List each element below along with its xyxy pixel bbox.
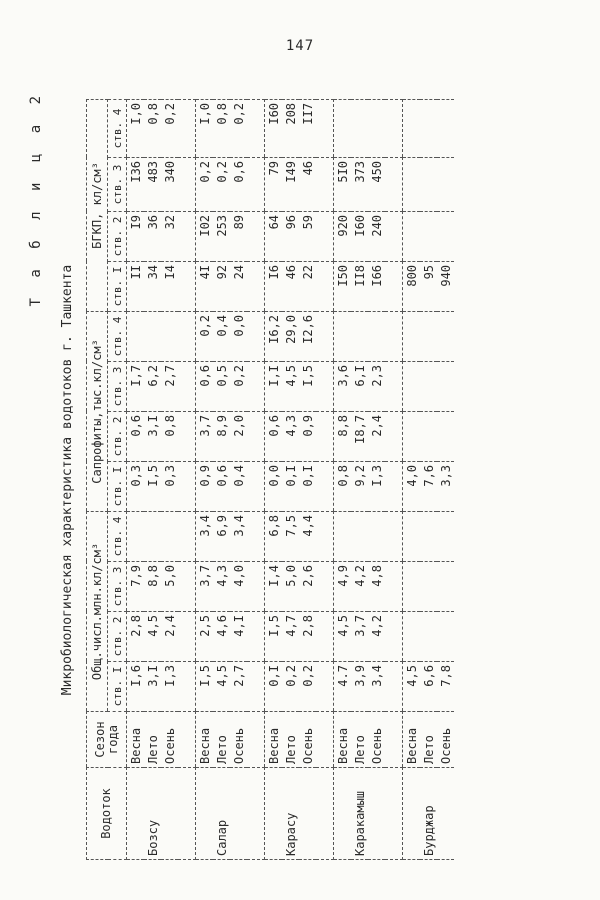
- value-cell: 4,7: [282, 612, 299, 662]
- value-cell: 0,2: [161, 99, 178, 157]
- value-cell: 0,I: [282, 461, 299, 511]
- table-row: [282, 99, 299, 859]
- value-cell: I,I: [265, 361, 283, 411]
- value-cell: 0,6: [196, 361, 214, 411]
- value-cell: 4I: [196, 261, 214, 311]
- value-cell: 7,8: [437, 662, 454, 712]
- table-row: [299, 99, 316, 859]
- value-cell: I50: [334, 261, 352, 311]
- value-cell: 483: [144, 157, 161, 211]
- header-subcolumn: ств. I: [108, 461, 127, 511]
- season-cell: Весна: [196, 712, 214, 768]
- header-source: Водоток: [87, 768, 127, 860]
- table-caption: Микробиологическая характеристика водотоков г. Ташкента: [60, 264, 75, 696]
- value-cell: [368, 511, 385, 561]
- header-subcolumn: ств. 3: [108, 361, 127, 411]
- table-body: [127, 99, 455, 859]
- value-cell: 59: [299, 211, 316, 261]
- value-cell: 0,6: [265, 411, 283, 461]
- table-row: [196, 99, 214, 859]
- value-cell: [161, 311, 178, 361]
- header-subcolumn: ств. 4: [108, 311, 127, 361]
- header-group-bgkp: БГКП, кл/см³: [87, 99, 108, 311]
- header-subcolumn: ств. 2: [108, 411, 127, 461]
- value-cell: 0,9: [196, 461, 214, 511]
- source-cell: Бурджар: [420, 768, 437, 860]
- table-row: [144, 99, 161, 859]
- value-cell: 4,4: [299, 511, 316, 561]
- value-cell: 0,2: [196, 157, 214, 211]
- value-cell: 4,2: [368, 612, 385, 662]
- value-cell: 0,8: [161, 411, 178, 461]
- value-cell: 8,8: [334, 411, 352, 461]
- value-cell: I6: [265, 261, 283, 311]
- value-cell: 4,6: [213, 612, 230, 662]
- value-cell: 4,2: [351, 562, 368, 612]
- table-row: [351, 99, 368, 859]
- value-cell: 89: [230, 211, 247, 261]
- value-cell: 3,6: [334, 361, 352, 411]
- group-separator: [247, 99, 265, 859]
- header-subcolumn: ств. I: [108, 662, 127, 712]
- season-cell: Лето: [420, 712, 437, 768]
- value-cell: 4,5: [213, 662, 230, 712]
- value-cell: I4: [161, 261, 178, 311]
- value-cell: 3,4: [196, 511, 214, 561]
- value-cell: 7,5: [282, 511, 299, 561]
- value-cell: I,4: [265, 562, 283, 612]
- value-cell: 373: [351, 157, 368, 211]
- header-subcolumn: ств. 2: [108, 612, 127, 662]
- value-cell: 3,7: [196, 562, 214, 612]
- value-cell: 5,0: [161, 562, 178, 612]
- value-cell: II8: [351, 261, 368, 311]
- value-cell: I,0: [196, 99, 214, 157]
- value-cell: 4,5: [144, 612, 161, 662]
- source-cell: [127, 768, 145, 860]
- group-separator: [316, 99, 334, 859]
- rotated-table-sheet: [20, 60, 580, 860]
- value-cell: 9,2: [351, 461, 368, 511]
- season-cell: Лето: [351, 712, 368, 768]
- header-group-saprophytes: Сапрофиты,тыс.кл/см³: [87, 311, 108, 511]
- source-cell: [161, 768, 178, 860]
- value-cell: [334, 99, 352, 157]
- value-cell: 29,0: [282, 311, 299, 361]
- header-subcolumn: ств. 4: [108, 99, 127, 157]
- value-cell: 940: [437, 261, 454, 311]
- table-row-burjar: [403, 99, 421, 859]
- value-cell: 6,9: [213, 511, 230, 561]
- value-cell: I49: [282, 157, 299, 211]
- value-cell: 2,4: [368, 411, 385, 461]
- value-cell: 7,9: [127, 562, 145, 612]
- value-cell: 0,I: [299, 461, 316, 511]
- table-row: [368, 99, 385, 859]
- value-cell: 2,0: [230, 411, 247, 461]
- header-subcolumn: ств. 3: [108, 562, 127, 612]
- value-cell: 0,0: [230, 311, 247, 361]
- value-cell: I,5: [299, 361, 316, 411]
- value-cell: I,7: [127, 361, 145, 411]
- value-cell: 46: [299, 157, 316, 211]
- table-row: [230, 99, 247, 859]
- value-cell: 0,4: [230, 461, 247, 511]
- value-cell: I02: [196, 211, 214, 261]
- value-cell: 4,3: [213, 562, 230, 612]
- value-cell: 3,7: [351, 612, 368, 662]
- value-cell: [334, 511, 352, 561]
- value-cell: I60: [351, 211, 368, 261]
- value-cell: 6,6: [420, 662, 437, 712]
- value-cell: 4,0: [403, 461, 421, 511]
- source-cell: [334, 768, 352, 860]
- value-cell: 24: [230, 261, 247, 311]
- value-cell: 450: [368, 157, 385, 211]
- season-cell: Лето: [144, 712, 161, 768]
- table-row: [334, 99, 352, 859]
- value-cell: 4,9: [334, 562, 352, 612]
- season-cell: Весна: [334, 712, 352, 768]
- value-cell: 4,8: [368, 562, 385, 612]
- value-cell: 2,7: [230, 662, 247, 712]
- value-cell: 0,8: [334, 461, 352, 511]
- value-cell: 6,I: [351, 361, 368, 411]
- value-cell: I8,7: [351, 411, 368, 461]
- value-cell: 3,4: [368, 662, 385, 712]
- value-cell: 0,3: [161, 461, 178, 511]
- value-cell: 0,5: [213, 361, 230, 411]
- value-cell: 2,4: [161, 612, 178, 662]
- value-cell: 240: [368, 211, 385, 261]
- value-cell: 0,2: [196, 311, 214, 361]
- header-group-total: Общ.числ.млн.кл/см³: [87, 511, 108, 711]
- value-cell: [127, 511, 145, 561]
- value-cell: 3,7: [196, 411, 214, 461]
- value-cell: I2,6: [299, 311, 316, 361]
- season-cell: Лето: [282, 712, 299, 768]
- value-cell: 34: [144, 261, 161, 311]
- value-cell: 800: [403, 261, 421, 311]
- value-cell: I,5: [265, 612, 283, 662]
- value-cell: 64: [265, 211, 283, 261]
- value-cell: II: [127, 261, 145, 311]
- value-cell: I,6: [127, 662, 145, 712]
- source-cell: [196, 768, 214, 860]
- value-cell: [144, 311, 161, 361]
- value-cell: 36: [144, 211, 161, 261]
- value-cell: [161, 511, 178, 561]
- season-cell: Весна: [403, 712, 421, 768]
- value-cell: I36: [127, 157, 145, 211]
- value-cell: [351, 311, 368, 361]
- value-cell: 2,7: [161, 361, 178, 411]
- value-cell: 2,8: [127, 612, 145, 662]
- source-cell: [368, 768, 385, 860]
- value-cell: 32: [161, 211, 178, 261]
- season-cell: Осень: [161, 712, 178, 768]
- value-cell: 0,4: [213, 311, 230, 361]
- source-cell: [299, 768, 316, 860]
- value-cell: I,0: [127, 99, 145, 157]
- source-cell: Каракамыш: [351, 768, 368, 860]
- value-cell: 4,5: [334, 612, 352, 662]
- value-cell: 920: [334, 211, 352, 261]
- value-cell: 8,8: [144, 562, 161, 612]
- season-cell: Осень: [437, 712, 454, 768]
- value-cell: 4,0: [230, 562, 247, 612]
- season-cell: Осень: [368, 712, 385, 768]
- source-cell: [403, 768, 421, 860]
- value-cell: I6,2: [265, 311, 283, 361]
- value-cell: 4,5: [282, 361, 299, 411]
- table-row: [213, 99, 230, 859]
- source-cell: [265, 768, 283, 860]
- value-cell: [368, 311, 385, 361]
- header-subcolumn: ств. 2: [108, 211, 127, 261]
- season-cell: Лето: [213, 712, 230, 768]
- table-row: [127, 99, 145, 859]
- value-cell: 0,2: [230, 99, 247, 157]
- value-cell: 2,3: [368, 361, 385, 411]
- value-cell: 3,I: [144, 662, 161, 712]
- value-cell: 2,8: [299, 612, 316, 662]
- season-cell: Весна: [265, 712, 283, 768]
- value-cell: 0,6: [213, 461, 230, 511]
- value-cell: 5,0: [282, 562, 299, 612]
- season-cell: Осень: [299, 712, 316, 768]
- source-cell: [437, 768, 454, 860]
- value-cell: 95: [420, 261, 437, 311]
- value-cell: [334, 311, 352, 361]
- value-cell: I,5: [196, 662, 214, 712]
- season-cell: Весна: [127, 712, 145, 768]
- value-cell: 2,6: [299, 562, 316, 612]
- value-cell: 0,2: [299, 662, 316, 712]
- table-title: Т а б л и ц а 2: [28, 90, 44, 307]
- page-number: 147: [285, 38, 315, 54]
- header-subcolumn: ств. 3: [108, 157, 127, 211]
- value-cell: I,3: [161, 662, 178, 712]
- value-cell: 0,8: [144, 99, 161, 157]
- source-cell: Бозсу: [144, 768, 161, 860]
- value-cell: 0,2: [230, 361, 247, 411]
- value-cell: 0,3: [127, 461, 145, 511]
- value-cell: 2,5: [196, 612, 214, 662]
- value-cell: 96: [282, 211, 299, 261]
- value-cell: 4,I: [230, 612, 247, 662]
- value-cell: 0,6: [230, 157, 247, 211]
- value-cell: 3,I: [144, 411, 161, 461]
- value-cell: 208: [282, 99, 299, 157]
- value-cell: 340: [161, 157, 178, 211]
- table-row-burjar: [420, 99, 437, 859]
- value-cell: 6,8: [265, 511, 283, 561]
- source-cell: [230, 768, 247, 860]
- value-cell: 0,8: [213, 99, 230, 157]
- value-cell: 92: [213, 261, 230, 311]
- value-cell: 0,2: [213, 157, 230, 211]
- value-cell: 4.7: [334, 662, 352, 712]
- value-cell: [368, 99, 385, 157]
- value-cell: [144, 511, 161, 561]
- value-cell: II7: [299, 99, 316, 157]
- table-row: [265, 99, 283, 859]
- value-cell: [351, 99, 368, 157]
- value-cell: 5I0: [334, 157, 352, 211]
- table-row-burjar: [437, 99, 454, 859]
- value-cell: I9: [127, 211, 145, 261]
- table-row: [161, 99, 178, 859]
- value-cell: 0,9: [299, 411, 316, 461]
- header-season: Сезон года: [87, 712, 127, 768]
- season-cell: Осень: [230, 712, 247, 768]
- value-cell: 0,I: [265, 662, 283, 712]
- value-cell: 8,9: [213, 411, 230, 461]
- value-cell: I,3: [368, 461, 385, 511]
- value-cell: 46: [282, 261, 299, 311]
- header-subcolumn: ств. 4: [108, 511, 127, 561]
- value-cell: 22: [299, 261, 316, 311]
- value-cell: 7,6: [420, 461, 437, 511]
- value-cell: I,5: [144, 461, 161, 511]
- value-cell: 4,5: [403, 662, 421, 712]
- value-cell: 79: [265, 157, 283, 211]
- source-cell: Салар: [213, 768, 230, 860]
- header-subcolumn: ств. I: [108, 261, 127, 311]
- source-cell: Карасу: [282, 768, 299, 860]
- value-cell: 0,6: [127, 411, 145, 461]
- value-cell: 0,2: [282, 662, 299, 712]
- value-cell: [127, 311, 145, 361]
- value-cell: 3,9: [351, 662, 368, 712]
- value-cell: 253: [213, 211, 230, 261]
- value-cell: I66: [368, 261, 385, 311]
- value-cell: I60: [265, 99, 283, 157]
- value-cell: 3,4: [230, 511, 247, 561]
- value-cell: 0,0: [265, 461, 283, 511]
- value-cell: 6,2: [144, 361, 161, 411]
- value-cell: 4,3: [282, 411, 299, 461]
- value-cell: [351, 511, 368, 561]
- group-separator: [178, 99, 196, 859]
- value-cell: 3,3: [437, 461, 454, 511]
- data-table: [86, 99, 454, 860]
- group-separator: [385, 99, 403, 859]
